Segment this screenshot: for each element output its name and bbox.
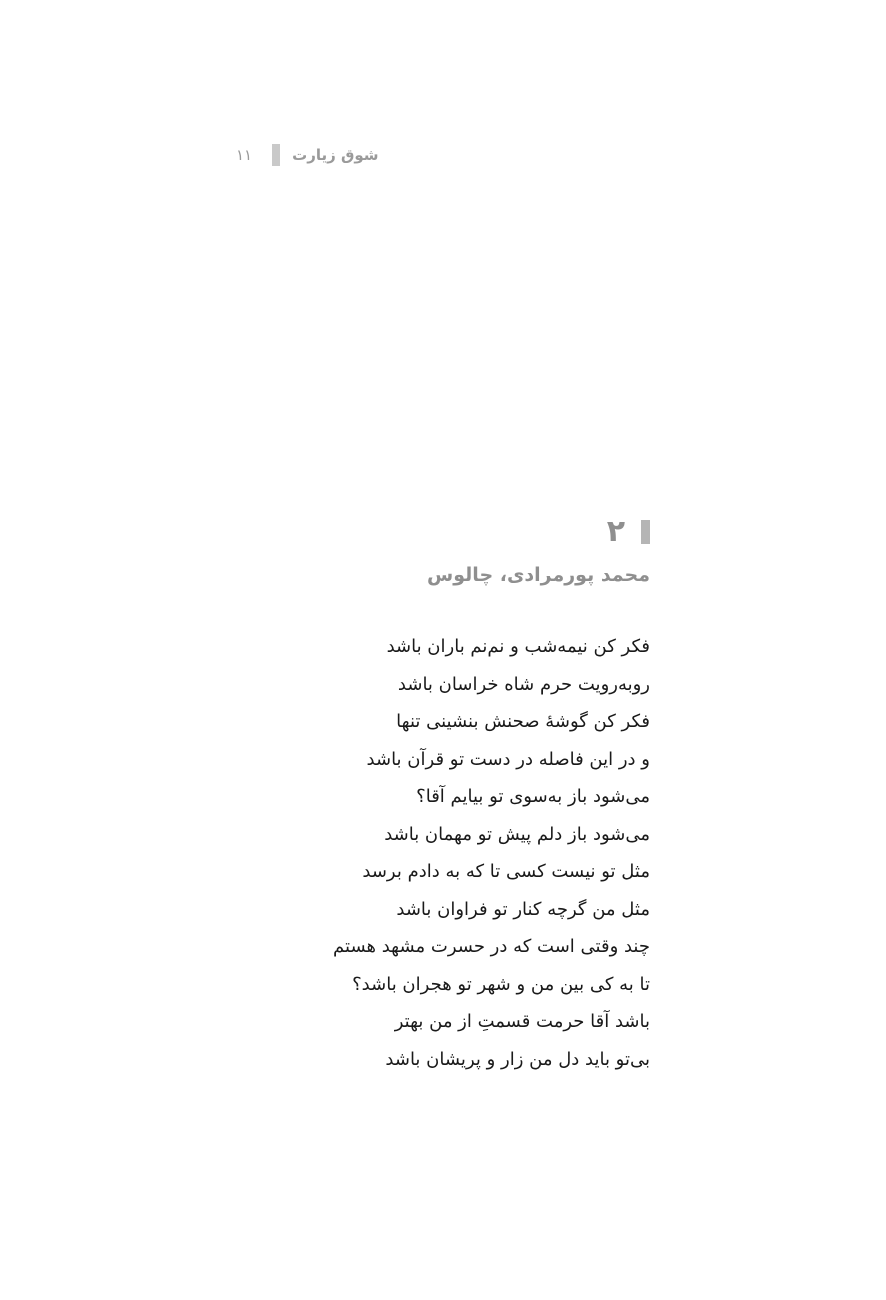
poet-name: محمد پورمرادی، چالوس [427,564,650,586]
verse-line: بی‌تو باید دل من زار و پریشان باشد [385,1048,650,1070]
page-number: ۱۱ [236,146,253,164]
verse-line: می‌شود باز دلم پیش تو مهمان باشد [384,823,650,845]
verse-line: باشد آقا حرمت قسمتِ از من بهتر [394,1011,650,1032]
verse-line: فکر کن گوشهٔ صحنش بنشینی تنها [396,711,650,732]
poem-block [230,512,650,1078]
poem-number-row [230,512,650,552]
verse-line: تا به کی بین من و شهر تو هجران باشد؟ [352,973,650,995]
running-header [236,143,379,167]
poem-number: ۲ [606,514,625,549]
verse-line: و در این فاصله در دست تو قرآن باشد [366,748,650,770]
verse-line: روبه‌رویت حرم شاه خراسان باشد [397,673,650,695]
book-title: شوق زیارت [292,146,379,164]
verse-line: چند وقتی است که در حسرت مشهد هستم [333,936,650,957]
verse-line: مثل من گرچه کنار تو فراوان باشد [396,898,650,920]
verse-line: مثل تو نیست کسی تا که به دادم برسد [362,861,650,882]
verse-line: می‌شود باز به‌سوی تو بیایم آقا؟ [416,786,650,807]
verse-line: فکر کن نیمه‌شب و نم‌نم باران باشد [386,636,650,657]
poem-number-bar [641,520,650,544]
header-divider-bar [272,144,280,166]
poem-verses [230,628,650,1078]
